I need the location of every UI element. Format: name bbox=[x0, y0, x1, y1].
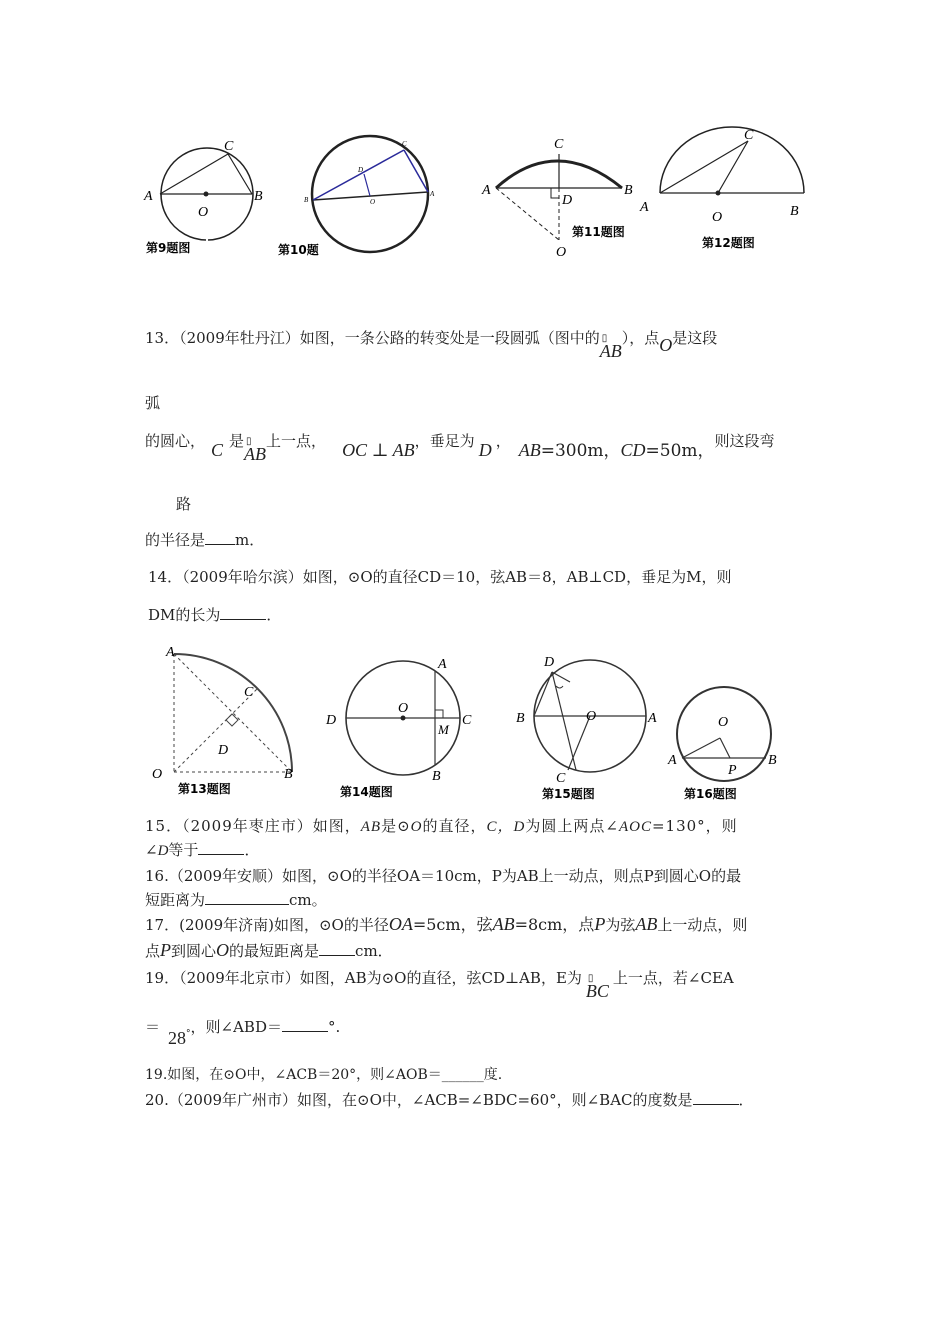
answer-blank bbox=[693, 1090, 739, 1105]
q13-line5: 的半径是 m． bbox=[145, 531, 265, 549]
caption-q12: 第12题图 bbox=[702, 236, 755, 250]
q15-line2: ∠D等于 ． bbox=[145, 841, 260, 859]
label-A: A bbox=[648, 711, 657, 726]
answer-blank bbox=[282, 1017, 328, 1032]
q16-line1: 16.（2009年安顺）如图，⊙O的半径OA＝10cm，P为AB上一动点，则点P到圆心O的最 bbox=[145, 867, 742, 885]
label-A: A bbox=[668, 753, 677, 768]
label-O: O bbox=[370, 198, 376, 206]
label-C: C bbox=[556, 771, 566, 786]
label-O: O bbox=[198, 205, 209, 220]
q19a-line2: $=28^\circ$，则∠ABD＝ °. bbox=[145, 1018, 341, 1048]
figure-q11 bbox=[476, 132, 646, 262]
label-O: O bbox=[712, 210, 723, 225]
label-B: B bbox=[254, 189, 263, 204]
figure-q13 bbox=[146, 642, 306, 802]
label-B: B bbox=[304, 196, 309, 204]
label-P: P bbox=[728, 763, 737, 778]
label-A: A bbox=[438, 657, 447, 672]
label-A: A bbox=[640, 200, 649, 215]
figure-q14 bbox=[322, 648, 482, 804]
label-D: D bbox=[218, 743, 229, 758]
label-O: O bbox=[556, 245, 567, 260]
label-D: D bbox=[562, 193, 573, 208]
label-D: D bbox=[326, 713, 337, 728]
label-C: C bbox=[462, 713, 472, 728]
label-C: C bbox=[224, 139, 234, 154]
caption-q15: 第15题图 bbox=[542, 787, 595, 801]
label-A: A bbox=[144, 189, 153, 204]
figure-q9 bbox=[140, 132, 270, 262]
label-D: D bbox=[358, 166, 364, 174]
caption-q16: 第16题图 bbox=[684, 787, 737, 801]
label-A: A bbox=[166, 645, 175, 660]
answer-blank bbox=[220, 605, 266, 620]
caption-q13: 第13题图 bbox=[178, 782, 231, 796]
q13-line2: 弧 bbox=[145, 394, 161, 412]
label-O: O bbox=[718, 715, 729, 730]
label-C: C bbox=[402, 140, 407, 148]
q20-line: 20.（2009年广州市）如图，在⊙O中，∠ACB=∠BDC=60°，则∠BAC的度数是 ． bbox=[145, 1091, 754, 1109]
label-A: A bbox=[482, 183, 491, 198]
label-B: B bbox=[768, 753, 777, 768]
label-O: O bbox=[398, 701, 409, 716]
label-B: B bbox=[284, 767, 293, 782]
label-B: B bbox=[790, 204, 799, 219]
q17-line2: 点P到圆心O的最短距离是 cm． bbox=[145, 940, 393, 960]
answer-blank bbox=[205, 530, 235, 545]
q19b-line: 19.如图，在⊙O中，∠ACB＝20°，则∠AOB＝______度. bbox=[145, 1067, 503, 1083]
figure-q16 bbox=[662, 680, 792, 804]
figure-q12 bbox=[636, 125, 816, 255]
label-O: O bbox=[152, 767, 163, 782]
label-M: M bbox=[438, 722, 449, 737]
q13-line4: 路 bbox=[176, 495, 192, 513]
answer-blank bbox=[319, 941, 355, 956]
answer-blank bbox=[198, 840, 244, 855]
label-C: C bbox=[554, 137, 564, 152]
caption-q9: 第9题图 bbox=[146, 241, 191, 255]
q13-line1: 13．（2009年牡丹江）如图，一条公路的转变处是一段圆弧（图中的 ▯ AB），点O是这段 bbox=[145, 329, 718, 361]
label-B: B bbox=[432, 769, 441, 784]
caption-q10: 第10题 bbox=[278, 243, 319, 257]
arc-AB: ▯ AB bbox=[599, 333, 622, 361]
q14-line1: 14．（2009年哈尔滨）如图，⊙O的直径CD＝10，弦AB＝8，AB⊥CD，垂足为M，则 bbox=[148, 568, 732, 586]
q14-line2: DM的长为 ． bbox=[148, 606, 282, 624]
q13-line3: 的圆心， C 是 ▯ AB上一点， OC ⊥ AB，垂足为 D ， AB=300m，CD=50m，则这段弯 bbox=[145, 432, 775, 464]
label-B: B bbox=[624, 183, 633, 198]
figure-q10 bbox=[276, 132, 436, 262]
q15-line1: 15．（2009年枣庄市）如图，AB是⊙O的直径，C，D为圆上两点∠AOC=130°，则 bbox=[145, 817, 738, 835]
label-C: C bbox=[744, 128, 754, 143]
label-O: O bbox=[586, 709, 597, 724]
figure-q15 bbox=[510, 648, 670, 804]
label-C: C bbox=[244, 685, 254, 700]
caption-q11: 第11题图 bbox=[572, 225, 625, 239]
q16-line2: 短距离为 cm。 bbox=[145, 891, 327, 909]
label-D: D bbox=[544, 655, 555, 670]
q19a-line1: 19．（2009年北京市）如图，AB为⊙O的直径，弦CD⊥AB，E为 ▯ BC上一点，若∠CEA bbox=[145, 969, 734, 1001]
label-B: B bbox=[516, 711, 525, 726]
q17-line1: 17．(2009年济南)如图，⊙O的半径OA=5cm，弦AB=8cm，点P为弦AB上一动点，则 bbox=[145, 914, 748, 934]
answer-blank bbox=[205, 890, 289, 905]
label-A: A bbox=[430, 190, 435, 198]
caption-q14: 第14题图 bbox=[340, 785, 393, 799]
